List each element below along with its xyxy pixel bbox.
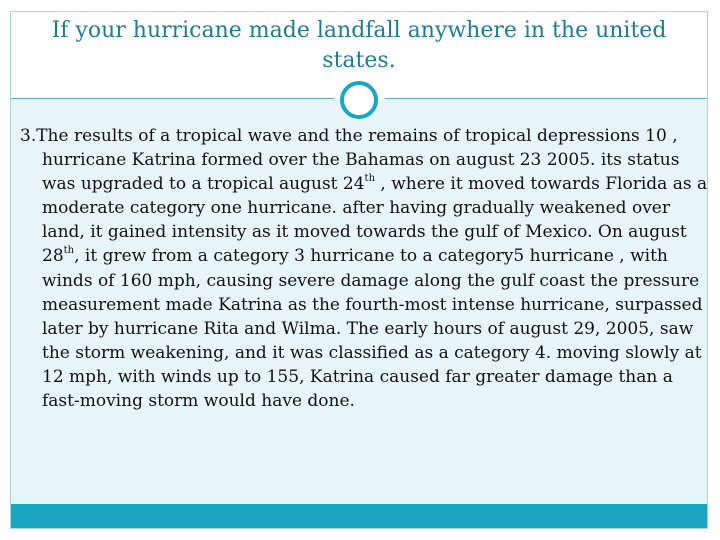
- slide-title: If your hurricane made landfall anywhere in the united states.: [51, 18, 667, 73]
- bottom-accent-bar: [11, 504, 707, 528]
- ordinal-suffix-2: th: [63, 245, 75, 257]
- divider-line-left: [11, 98, 334, 99]
- body-text-part-1: 3.The results of a tropical wave and the remains of tropical depressions 10 , hurricane Katrina formed over the Bahamas on august 23 2005. its status was upgraded to a tropical august 24: [20, 126, 680, 195]
- divider-circle-icon: [340, 81, 378, 119]
- body-text-part-3: , it grew from a category 3 hurricane to a category5 hurricane , with winds of 160 mph, causing severe damage along the gulf coast the pressure measurement made Katrina as the fourth-most intense hurricane, surpassed later by hurricane Rita and Wilma. The early hours of august 29, 2005, saw the storm weakening, and it was classified as a category 4. moving slowly at 12 mph, with winds up to 155, Katrina caused far greater damage than a fast-moving storm would have done.: [42, 246, 703, 412]
- divider-line-right: [385, 98, 707, 99]
- body-text-part-2: , where it moved towards Florida as a moderate category one hurricane. after having gradually weakened over land, it gained intensity as it moved towards the gulf of Mexico. On august 28: [42, 174, 708, 267]
- ordinal-suffix-1: th: [364, 173, 376, 185]
- body-paragraph: [20, 124, 712, 413]
